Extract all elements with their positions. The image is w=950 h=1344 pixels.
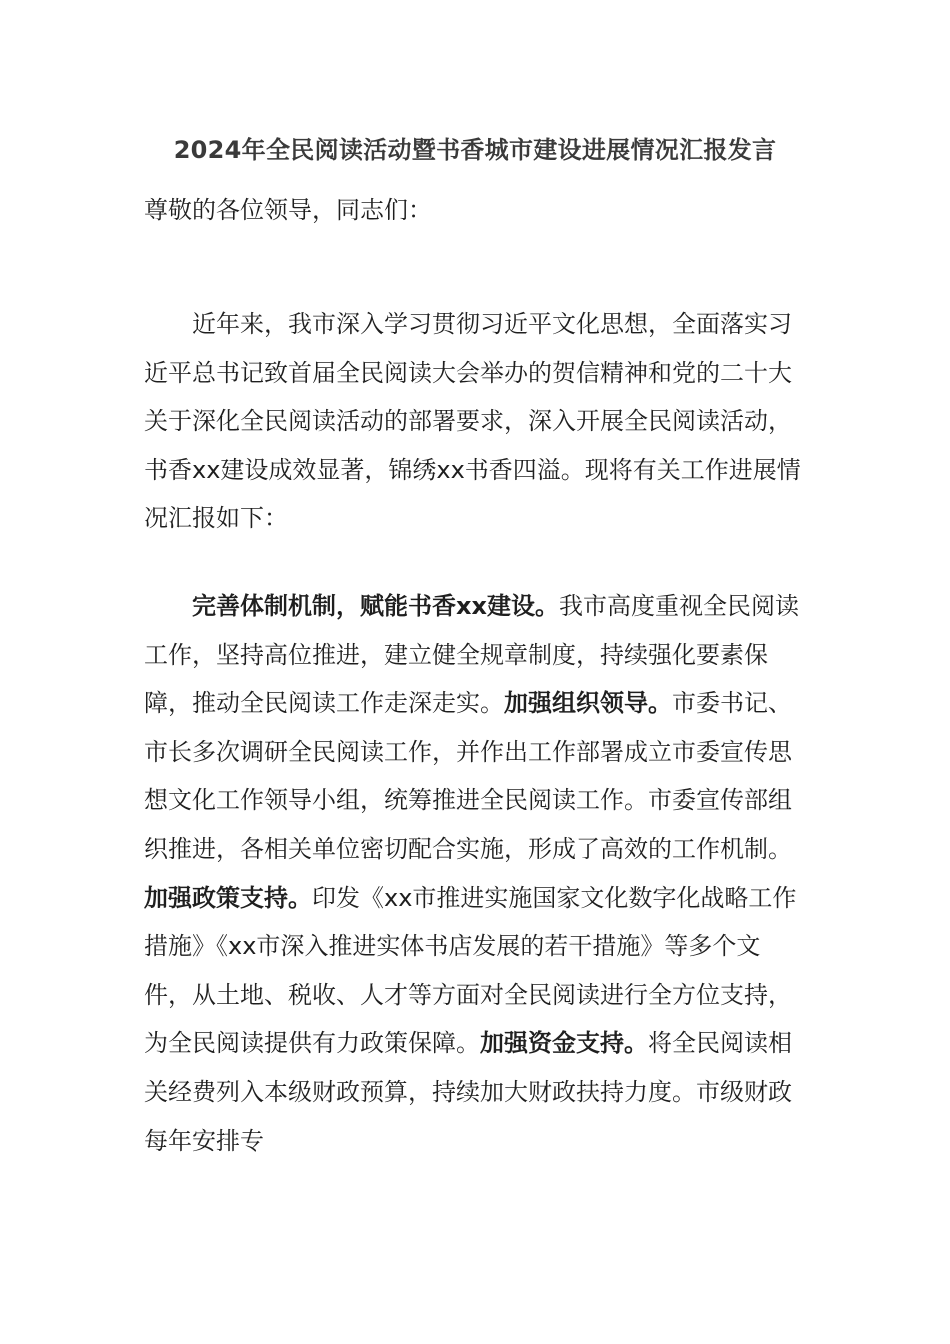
policy-text: 印发《xx市推进实施国家文化数字化战略工作措施》《xx市深入推进实体书店发展的若干措施》等多个文件，从土地、税收、人才等方面对全民阅读进行全方位支持，为全民阅读提供有力政策保障。	[144, 883, 797, 1058]
subheading-funding: 加强资金支持。	[480, 1029, 648, 1058]
section-intro-text: 我市高度重视全民阅读工作，坚持高位推进，建立健全规章制度，持续强化要素保障，推动全民阅读工作走深走实。	[144, 592, 799, 718]
subheading-policy: 加强政策支持。	[144, 883, 312, 912]
funding-text: 将全民阅读相关经费列入本级财政预算，持续加大财政扶持力度。市级财政每年安排专	[144, 1029, 792, 1155]
section-heading: 完善体制机制，赋能书香xx建设。	[192, 592, 559, 620]
subheading-organization: 加强组织领导。	[504, 689, 672, 718]
greeting: 尊敬的各位领导，同志们：	[144, 196, 432, 224]
document-title: 2024年全民阅读活动暨书香城市建设进展情况汇报发言	[173, 136, 777, 164]
paragraph-intro: 近年来，我市深入学习贯彻习近平文化思想，全面落实习近平总书记致首届全民阅读大会举办的贺信精神和党的二十大关于深化全民阅读活动的部署要求，深入开展全民阅读活动，书香xx建设成效显著，锦绣xx书香四溢。现将有关工作进展情况汇报如下：	[144, 310, 801, 533]
paragraph-mechanism	[144, 582, 806, 1165]
organization-text: 市委书记、市长多次调研全民阅读工作，并作出工作部署成立市委宣传思想文化工作领导小组，统筹推进全民阅读工作。市委宣传部组织推进，各相关单位密切配合实施，形成了高效的工作机制。	[144, 689, 792, 863]
